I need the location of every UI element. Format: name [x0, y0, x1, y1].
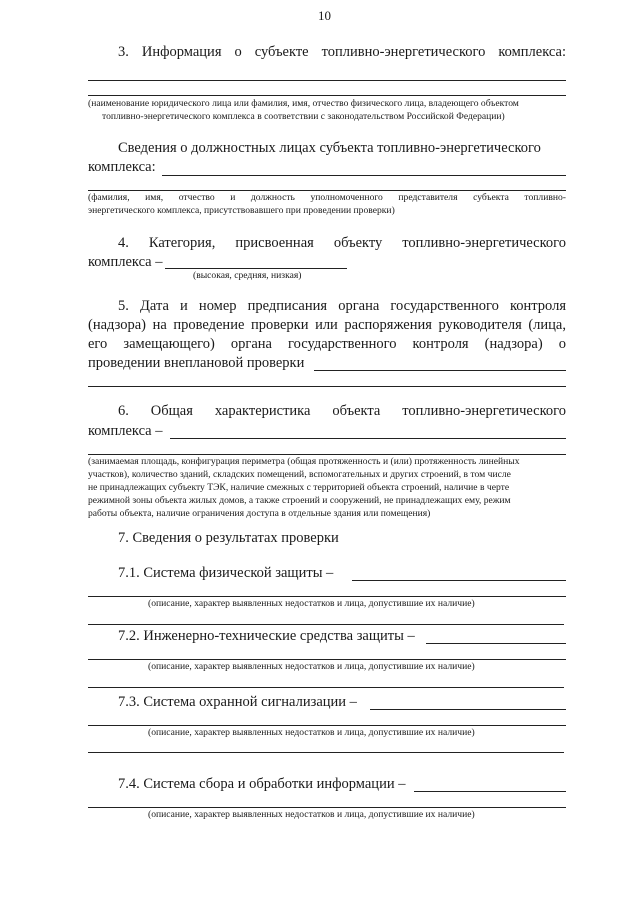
officials-line-1	[162, 175, 566, 176]
item-7-2-line-3	[88, 687, 564, 688]
item-7-1-note: (описание, характер выявленных недостатков и лица, допустившие их наличие)	[148, 598, 475, 609]
page-number: 10	[318, 8, 331, 23]
item-7-1-line-3	[88, 624, 564, 625]
characteristic-note-1: (занимаемая площадь, конфигурация периметра (общая протяженность и (или) протяженность линейных	[88, 456, 520, 467]
subject-name-note-1: (наименование юридического лица или фамилия, имя, отчество физического лица, владеющего объектом	[88, 98, 519, 109]
officials-heading-line-2: комплекса:	[88, 159, 156, 175]
section-6-heading-line-1: 6. Общая характеристика объекта топливно-энергетического	[118, 403, 566, 419]
item-7-1-line-2	[88, 596, 566, 597]
section-5-line-4: проведении внеплановой проверки	[88, 355, 305, 371]
characteristic-note-4: режимной зоны объекта жилых домов, а также строений и сооружений, не принадлежащих ему, режим	[88, 495, 511, 506]
officials-note-2: энергетического комплекса, присутствовавшего при проведении проверки)	[88, 205, 395, 216]
section-4-heading-line-1: 4. Категория, присвоенная объекту топливно-энергетического	[118, 235, 566, 251]
item-7-3-title: 7.3. Система охранной сигнализации –	[118, 694, 357, 710]
officials-line-2	[88, 190, 566, 191]
order-line-1	[314, 370, 566, 371]
subject-name-note-2: топливно-энергетического комплекса в соответствии с законодательством Российской Федерации)	[102, 111, 505, 122]
item-7-2-line-1	[426, 643, 566, 644]
section-5-line-3: его замещающего) органа государственного контроля (надзора) о	[88, 336, 566, 352]
category-line	[165, 268, 347, 269]
item-7-1-line-1	[352, 580, 566, 581]
item-7-3-note: (описание, характер выявленных недостатков и лица, допустившие их наличие)	[148, 727, 475, 738]
section-7-heading: 7. Сведения о результатах проверки	[118, 530, 339, 546]
section-3-heading: 3. Информация о субъекте топливно-энергетического комплекса:	[118, 44, 566, 60]
section-6-heading-line-2: комплекса –	[88, 423, 163, 439]
characteristic-line-1	[170, 438, 566, 439]
section-5-line-1: 5. Дата и номер предписания органа государственного контроля	[118, 298, 566, 314]
category-note: (высокая, средняя, низкая)	[193, 270, 302, 281]
characteristic-note-5: работы объекта, наличие ограничения доступа в отдельные здания или помещения)	[88, 508, 431, 519]
item-7-2-line-2	[88, 659, 566, 660]
officials-note-1: (фамилия, имя, отчество и должность уполномоченного представителя субъекта топливно-	[88, 192, 566, 203]
item-7-3-line-3	[88, 752, 564, 753]
subject-name-line-1	[88, 80, 566, 81]
section-5-line-2: (надзора) на проведение проверки или распоряжения руководителя (лица,	[88, 317, 566, 333]
item-7-3-line-2	[88, 725, 566, 726]
item-7-2-title: 7.2. Инженерно-технические средства защиты –	[118, 628, 415, 644]
item-7-4-title: 7.4. Система сбора и обработки информации –	[118, 776, 406, 792]
subject-name-line-2	[88, 95, 566, 96]
order-line-2	[88, 386, 566, 387]
item-7-4-line-1	[414, 791, 566, 792]
item-7-3-line-1	[370, 709, 566, 710]
characteristic-note-2: участков), количество зданий, складских помещений, вспомогательных и других строений, в том числе	[88, 469, 511, 480]
item-7-2-note: (описание, характер выявленных недостатков и лица, допустившие их наличие)	[148, 661, 475, 672]
item-7-4-note: (описание, характер выявленных недостатков и лица, допустившие их наличие)	[148, 809, 475, 820]
item-7-4-line-2	[88, 807, 566, 808]
section-4-heading-line-2: комплекса –	[88, 254, 163, 270]
characteristic-line-2	[88, 454, 566, 455]
characteristic-note-3: не принадлежащих субъекту ТЭК, наличие смежных с территорией объекта строений, наличие в черте	[88, 482, 510, 493]
officials-heading-line-1: Сведения о должностных лицах субъекта топливно-энергетического	[118, 140, 541, 156]
item-7-1-title: 7.1. Система физической защиты –	[118, 565, 334, 581]
